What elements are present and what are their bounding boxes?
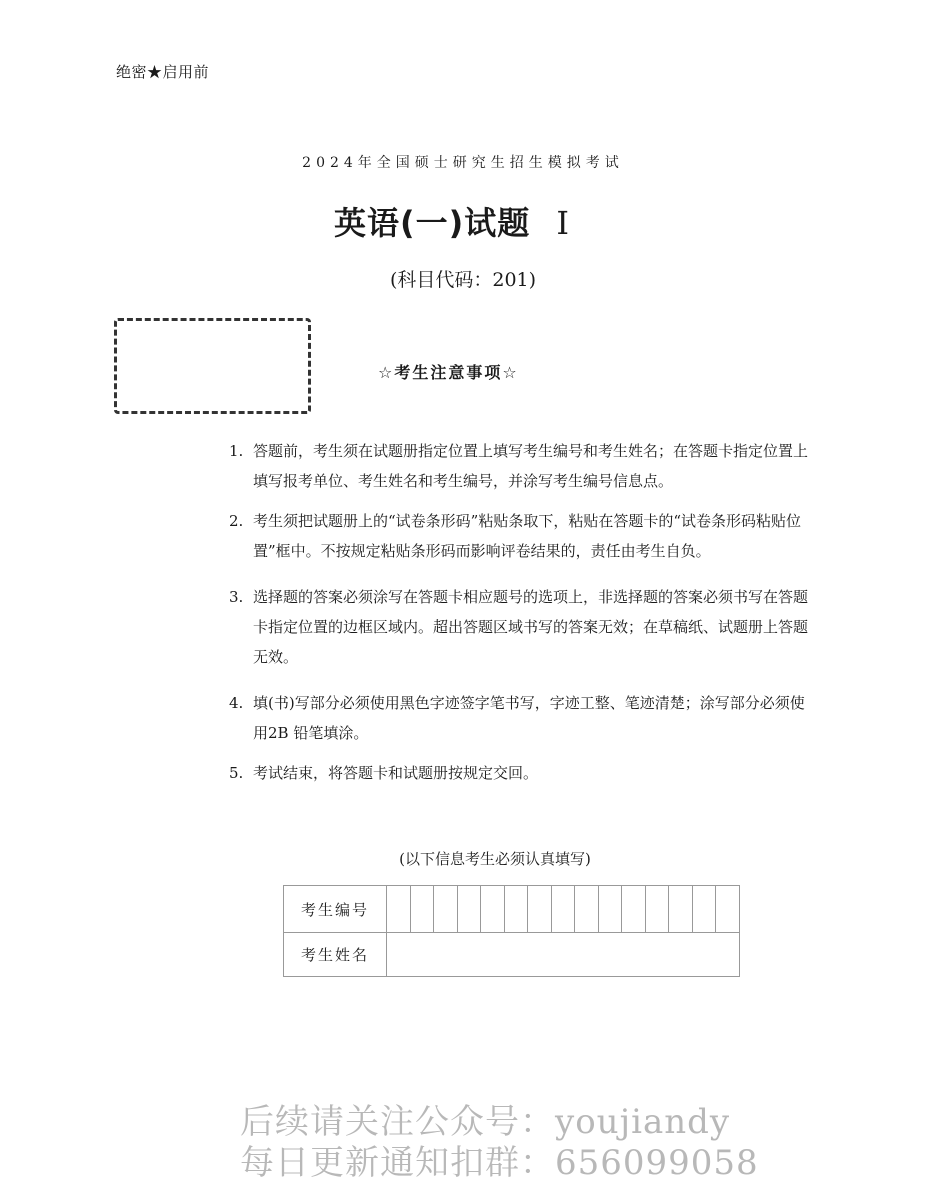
exam-number-digit-cell[interactable] (528, 886, 552, 933)
info-caption: (以下信息考生必须认真填写) (399, 850, 591, 868)
exam-number-digit-cell[interactable] (551, 886, 575, 933)
exam-number-digit-cell[interactable] (645, 886, 669, 933)
exam-number-label: 考生编号 (284, 886, 387, 933)
exam-number-digit-cell[interactable] (481, 886, 505, 933)
instruction-item (229, 436, 811, 496)
exam-number-digit-cell[interactable] (504, 886, 528, 933)
instruction-number: 4. (229, 694, 244, 712)
exam-number-digit-cell[interactable] (410, 886, 434, 933)
exam-number-digit-cell[interactable] (387, 886, 411, 933)
exam-number-digit-cell[interactable] (622, 886, 646, 933)
instruction-text: 选择题的答案必须涂写在答题卡相应题号的选项上，非选择题的答案必须书写在答题卡指定位置的边框区域内。超出答题区域书写的答案无效；在草稿纸、试题册上答题无效。 (253, 588, 809, 666)
instructions-list (229, 436, 811, 804)
watermark-line-2: 每日更新通知扣群：656099058 (240, 1143, 759, 1183)
instruction-number: 5. (229, 764, 244, 782)
exam-line: 2024年全国硕士研究生招生模拟考试 (302, 155, 624, 171)
instruction-text: 考试结束，将答题卡和试题册按规定交回。 (253, 764, 539, 782)
exam-number-digit-cell[interactable] (716, 886, 740, 933)
exam-number-digit-cell[interactable] (575, 886, 599, 933)
secret-mark: 绝密★启用前 (116, 63, 210, 81)
subject-code: (科目代码：201) (389, 269, 537, 291)
candidate-info-table (283, 885, 740, 977)
instruction-item (229, 506, 811, 566)
exam-number-digit-cell[interactable] (598, 886, 622, 933)
exam-number-digit-cell[interactable] (669, 886, 693, 933)
instruction-number: 2. (229, 512, 244, 530)
notice-title: ☆考生注意事项☆ (378, 363, 519, 382)
instruction-text: 填(书)写部分必须使用黑色字迹签字笔书写，字迹工整、笔迹清楚；涂写部分必须使用2B 铅笔填涂。 (253, 694, 805, 742)
name-row (284, 933, 740, 977)
name-label: 考生姓名 (284, 933, 387, 977)
instruction-text: 考生须把试题册上的“试卷条形码”粘贴条取下，粘贴在答题卡的“试卷条形码粘贴位置”框中。不按规定粘贴条形码而影响评卷结果的，责任由考生自负。 (253, 512, 802, 560)
name-input-cell[interactable] (387, 933, 740, 977)
instruction-item (229, 582, 811, 672)
page-title (0, 198, 904, 244)
exam-number-digit-cell[interactable] (457, 886, 481, 933)
title-roman: I (556, 204, 570, 242)
title-text: 英语(一)试题 (334, 204, 531, 242)
exam-number-digit-cell[interactable] (692, 886, 716, 933)
watermark-line-1: 后续请关注公众号：youjiandy (240, 1102, 731, 1142)
instruction-text: 答题前，考生须在试题册指定位置上填写考生编号和考生姓名；在答题卡指定位置上填写报考单位、考生姓名和考生编号，并涂写考生编号信息点。 (253, 442, 809, 490)
instruction-item (229, 688, 811, 748)
instruction-item (229, 758, 811, 788)
barcode-placement-box (114, 318, 311, 414)
instruction-number: 3. (229, 588, 244, 606)
exam-number-row (284, 886, 740, 933)
instruction-number: 1. (229, 442, 244, 460)
exam-number-digit-cell[interactable] (434, 886, 458, 933)
